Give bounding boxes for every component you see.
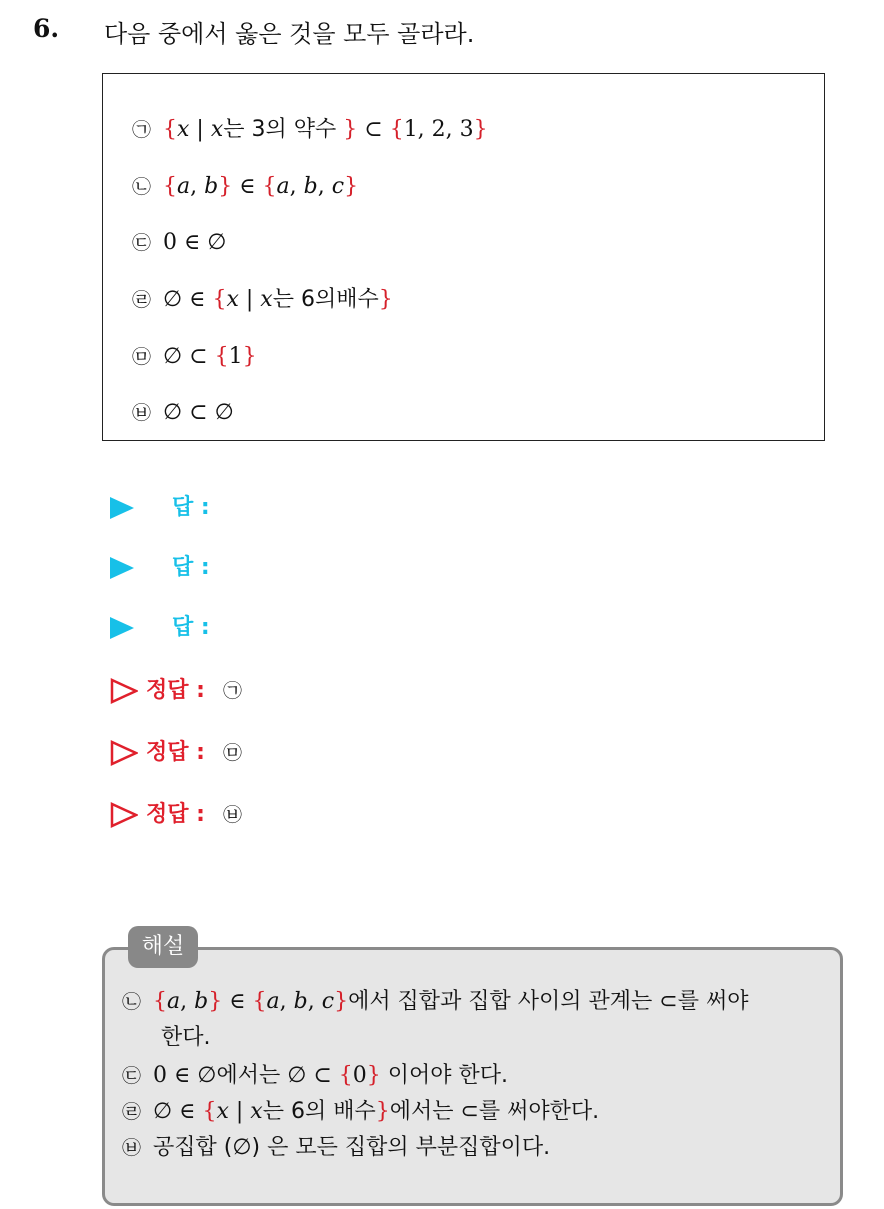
option-5-marker: ㉤ [132,346,152,368]
option-3-marker: ㉢ [132,232,152,254]
option-5-element: 1 [228,344,243,369]
explanation-marker: ㉥ [122,1137,142,1159]
correct-answer-value: ㉤ [222,742,242,764]
explanation-text: 에서 집합과 집합 사이의 관계는 ⊂를 써야 [348,989,749,1014]
explanation-marker: ㉢ [122,1065,142,1087]
triangle-outline-icon [110,802,138,828]
correct-answer [110,736,242,770]
explanation-number: 0 [352,1063,367,1088]
correct-answer-label: 정답 : [146,740,205,765]
answer-slot[interactable] [110,611,210,645]
option-2-marker: ㉡ [132,176,152,198]
correct-answer-value: ㉠ [222,680,242,702]
play-triangle-icon [110,617,134,639]
explanation-line-2: ㉢ 0 ∈ ∅에서는 ∅ ⊂ {0} 이어야 한다. [122,1063,509,1088]
correct-answer-label: 정답 : [146,802,205,827]
correct-answer [110,674,242,708]
correct-answer-value: ㉥ [222,804,242,826]
explanation-marker: ㉡ [122,991,142,1013]
answer-label: 답 : [172,615,210,640]
answer-slot[interactable] [110,551,210,585]
explanation-line-1: ㉡ {a, b} ∈ {a, b, c}에서 집합과 집합 사이의 관계는 ⊂를 써야 [122,989,749,1014]
play-triangle-icon [110,497,134,519]
explanation-text: 한다. [161,1025,211,1050]
option-1-marker: ㉠ [132,119,152,141]
option-2: ㉡ {a, b} ∈ {a, b, c} [132,174,359,199]
option-4-condition: 는 6의배수 [272,287,379,312]
explanation-text: 에서는 [216,1063,281,1088]
answer-label: 답 : [172,495,210,520]
explanation-line-3: ㉣ ∅ ∈ {x | x는 6의 배수}에서는 ⊂를 써야한다. [122,1099,600,1124]
option-4-marker: ㉣ [132,289,152,311]
option-6-marker: ㉥ [132,402,152,424]
explanation-text: 공집합 (∅) 은 모든 집합의 부분집합이다. [153,1135,551,1160]
question-number: 6. [33,14,60,43]
correct-answer [110,798,242,832]
explanation-text: 에서는 ⊂를 써야한다. [389,1099,600,1124]
options-box [102,73,825,441]
option-5: ㉤ ∅ ⊂ {1} [132,344,257,369]
answer-slot[interactable] [110,491,210,525]
correct-answer-label: 정답 : [146,678,205,703]
explanation-tag: 해설 [128,926,198,968]
option-1: ㉠ {x | x는 3의 약수 } ⊂ {1, 2, 3} [132,117,488,142]
question-text: 다음 중에서 옳은 것을 모두 골라라. [104,20,475,48]
explanation-condition: 는 6의 배수 [262,1099,376,1124]
option-1-condition: 는 3의 약수 [223,117,337,142]
explanation-line-1b [161,1020,826,1056]
option-4: ㉣ ∅ ∈ {x | x는 6의배수} [132,287,393,312]
answer-label: 답 : [172,555,210,580]
explanation-marker: ㉣ [122,1101,142,1123]
option-3: ㉢ 0 ∈ ∅ [132,230,227,255]
play-triangle-icon [110,557,134,579]
triangle-outline-icon [110,740,138,766]
explanation-line-4 [122,1130,826,1166]
option-6: ㉥ ∅ ⊂ ∅ [132,400,234,425]
explanation-box [102,947,843,1206]
triangle-outline-icon [110,678,138,704]
explanation-text: 이어야 한다. [387,1063,509,1088]
